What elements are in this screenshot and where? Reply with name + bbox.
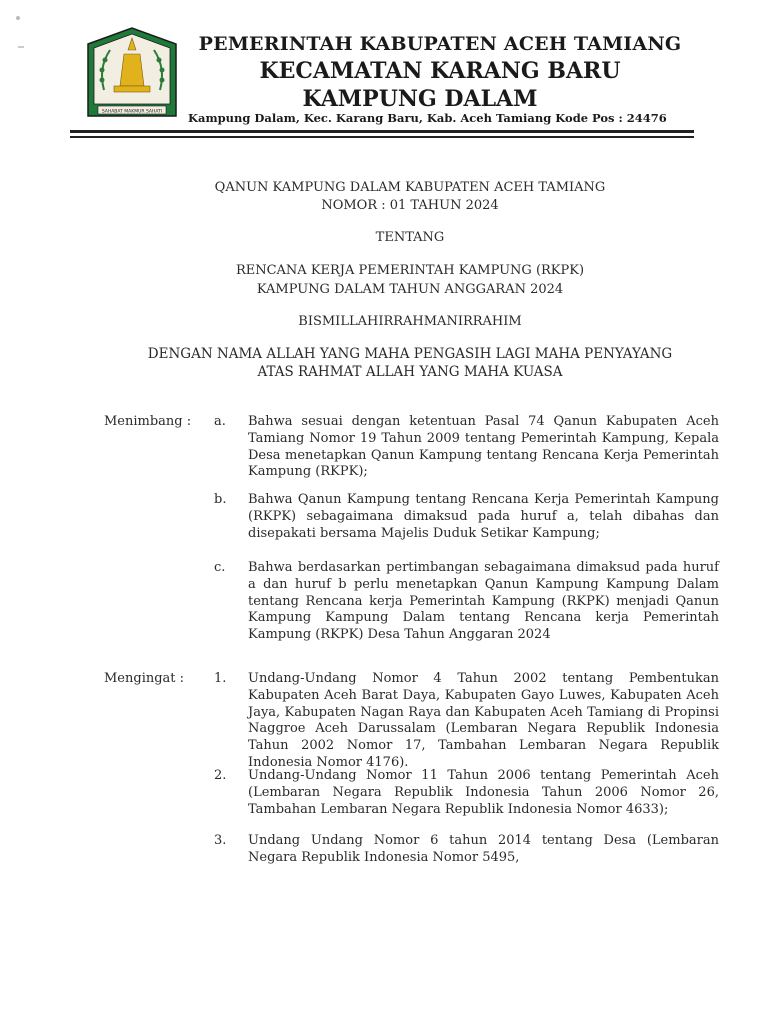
item-marker: 1. [214,671,227,686]
item-text: Bahwa sesuai dengan ketentuan Pasal 74 Qanun Kabupaten Aceh Tamiang Nomor 19 Tahun 2009 tentang Pemerintah Kampung, Kepala Desa menetapkan Qanun Kampung tentang Rencana Kerja Pemerintah Kampung (RKPK); [248,414,719,480]
item-marker: a. [214,414,226,429]
address-line: Kampung Dalam, Kec. Karang Baru, Kab. Aceh Tamiang Kode Pos : 24476 [188,111,667,125]
district-title: KECAMATAN KARANG BARU [259,58,621,84]
menimbang-item [214,414,719,481]
item-text: Bahwa Qanun Kampung tentang Rencana Kerja Pemerintah Kampung (RKPK) sebagaimana dimaksud pada huruf a, telah dibahas dan disepakati bersama Majelis Duduk Setikar Kampung; [248,492,719,541]
scan-speck [18,46,24,48]
aceh-tamiang-emblem-icon [84,24,180,120]
letterhead-rule-thin [70,136,694,138]
subject-line-2: KAMPUNG DALAM TAHUN ANGGARAN 2024 [256,282,564,297]
letterhead-rule-thick [70,130,694,133]
tentang-label: TENTANG [375,230,445,245]
subject-line-1: RENCANA KERJA PEMERINTAH KAMPUNG (RKPK) [235,263,585,278]
scan-speck [16,16,20,20]
item-text: Undang Undang Nomor 6 tahun 2014 tentang Desa (Lembaran Negara Republik Indonesia Nomor 5495, [248,833,719,865]
menimbang-item [214,560,719,644]
item-marker: b. [214,492,227,507]
mengingat-item [214,833,719,867]
preamble-line-2: ATAS RAHMAT ALLAH YANG MAHA KUASA [257,364,563,380]
qanun-title: QANUN KAMPUNG DALAM KABUPATEN ACEH TAMIANG [214,180,606,195]
preamble-line-1: DENGAN NAMA ALLAH YANG MAHA PENGASIH LAGI MAHA PENYAYANG [147,346,673,362]
menimbang-label: Menimbang : [104,414,192,429]
svg-text:SAHABAT MAKMUR SAHATI: SAHABAT MAKMUR SAHATI [101,109,163,115]
item-text: Undang-Undang Nomor 4 Tahun 2002 tentang Pembentukan Kabupaten Aceh Barat Daya, Kabupaten Gayo Luwes, Kabupaten Aceh Jaya, Kabupaten Nagan Raya dan Kabupaten Aceh Tamiang di Propinsi Naggroe Aceh Darussalam (Lembaran Negara Republik Indonesia Tahun 2002 Nomor 17, Tambahan Lembaran Negara Republik Indonesia Nomor 4176). [248,671,719,770]
item-marker: 2. [214,768,227,783]
menimbang-item [214,492,719,542]
item-text: Bahwa berdasarkan pertimbangan sebagaimana dimaksud pada huruf a dan huruf b perlu menetapkan Qanun Kampung Kampung Dalam tentang Rencana kerja Pemerintah Kampung (RKPK) menjadi Qanun Kampung Kampung Dalam tentang Rencana kerja Pemerintah Kampung (RKPK) Desa Tahun Anggaran 2024 [248,560,719,643]
mengingat-label: Mengingat : [104,671,185,686]
item-marker: c. [214,560,226,575]
item-marker: 3. [214,833,227,848]
qanun-number: NOMOR : 01 TAHUN 2024 [321,198,499,213]
item-text: Undang-Undang Nomor 11 Tahun 2006 tentang Pemerintah Aceh (Lembaran Negara Republik Indonesia Tahun 2006 Nomor 26, Tambahan Lembaran Negara Republik Indonesia Nomor 4633); [248,768,719,817]
mengingat-item [214,768,719,818]
village-title: KAMPUNG DALAM [302,86,538,112]
mengingat-item [214,671,719,772]
government-title: PEMERINTAH KABUPATEN ACEH TAMIANG [198,33,682,55]
bismillah-line: BISMILLAHIRRAHMANIRRAHIM [298,314,522,329]
